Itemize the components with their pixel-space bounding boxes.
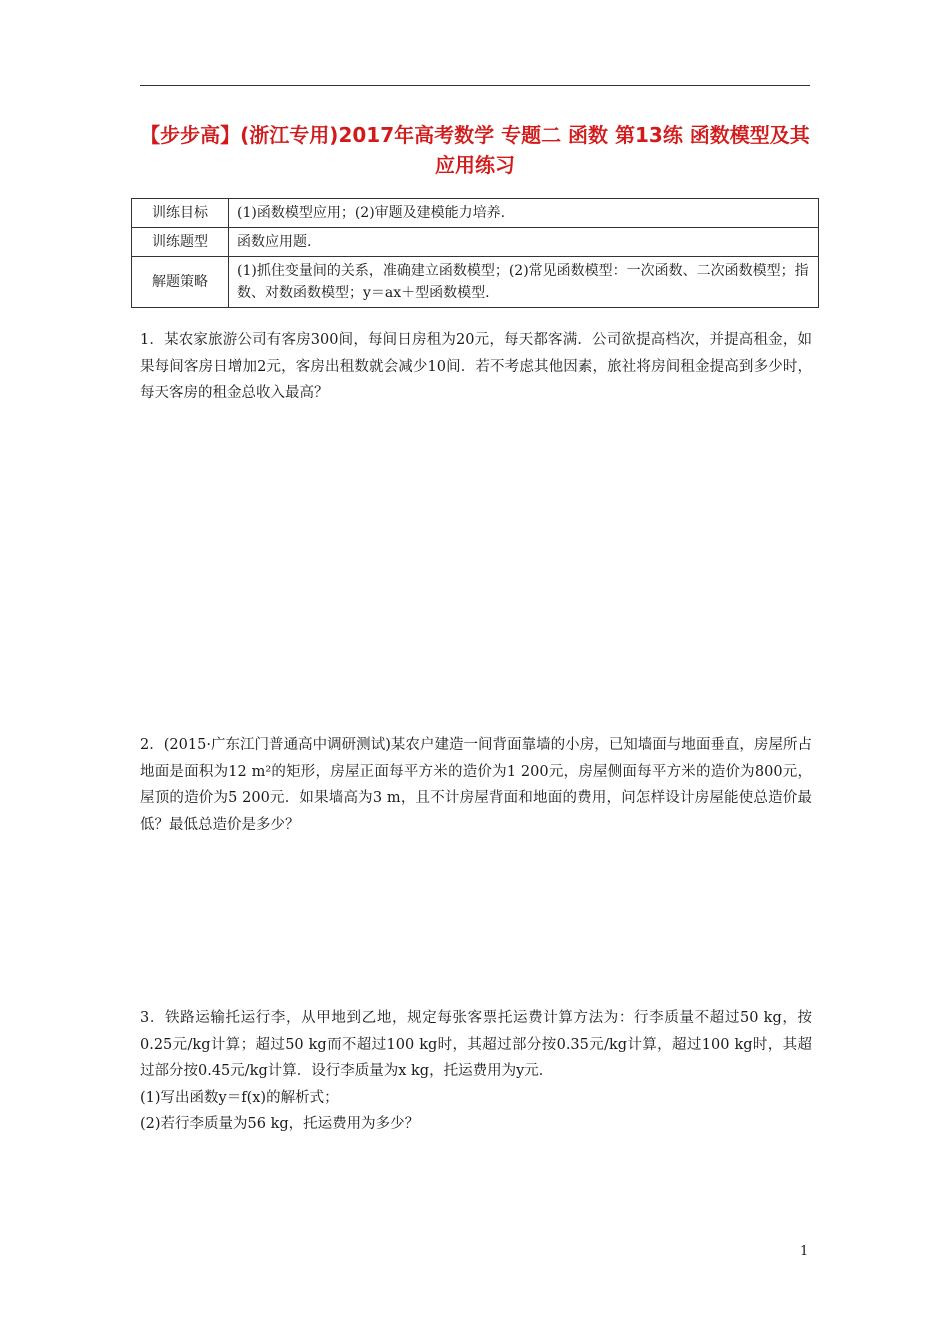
table-row (132, 257, 819, 308)
row-label: 训练题型 (132, 228, 229, 257)
question-3-part-2: (2)若行李质量为56 kg，托运费用为多少？ (140, 1116, 420, 1132)
row-value: (1)函数模型应用；(2)审题及建模能力培养. (229, 199, 819, 228)
question-2-text: 2．(2015·广东江门普通高中调研测试)某农户建造一间背面靠墙的小房，已知墙面与地面垂直，房屋所占地面是面积为12 m²的矩形，房屋正面每平方米的造价为1 200元，房屋侧面每平方米的造价为800元，屋顶的造价为5 200元．如果墙高为3 m，且不计房屋背面和地面的费用，问怎样设计房屋能使总造价最低？最低总造价是多少？ (140, 737, 812, 833)
document-title: 【步步高】(浙江专用)2017年高考数学 专题二 函数 第13练 函数模型及其应用练习 (140, 123, 810, 177)
question-3-part-1: (1)写出函数y＝f(x)的解析式； (140, 1089, 339, 1106)
table-row (132, 228, 819, 257)
row-value: 函数应用题. (229, 228, 819, 257)
question-2 (140, 732, 812, 838)
row-value: (1)抓住变量间的关系，准确建立函数模型；(2)常见函数模型：一次函数、二次函数模型；指数、对数函数模型；y＝ax＋型函数模型. (229, 257, 819, 308)
row-label: 训练目标 (132, 199, 229, 228)
question-3 (140, 1005, 812, 1138)
question-3-intro: 3．铁路运输托运行李，从甲地到乙地，规定每张客票托运费计算方法为：行李质量不超过50 kg，按0.25元/kg计算；超过50 kg而不超过100 kg时，其超过部分按0.35元/kg计算，超过100 kg时，其超过部分按0.45元/kg计算．设行李质量为x kg，托运费用为y元． (140, 1010, 812, 1079)
question-1-text: 1．某农家旅游公司有客房300间，每间日房租为20元，每天都客满．公司欲提高档次，并提高租金，如果每间客房日增加2元，客房出租数就会减少10间．若不考虑其他因素，旅社将房间租金提高到多少时，每天客房的租金总收入最高？ (140, 332, 812, 401)
training-info-table (131, 198, 819, 308)
table-row (132, 199, 819, 228)
question-1 (140, 327, 812, 407)
page-number: 1 (800, 1244, 809, 1259)
row-label: 解题策略 (132, 257, 229, 308)
header-rule (140, 85, 810, 86)
